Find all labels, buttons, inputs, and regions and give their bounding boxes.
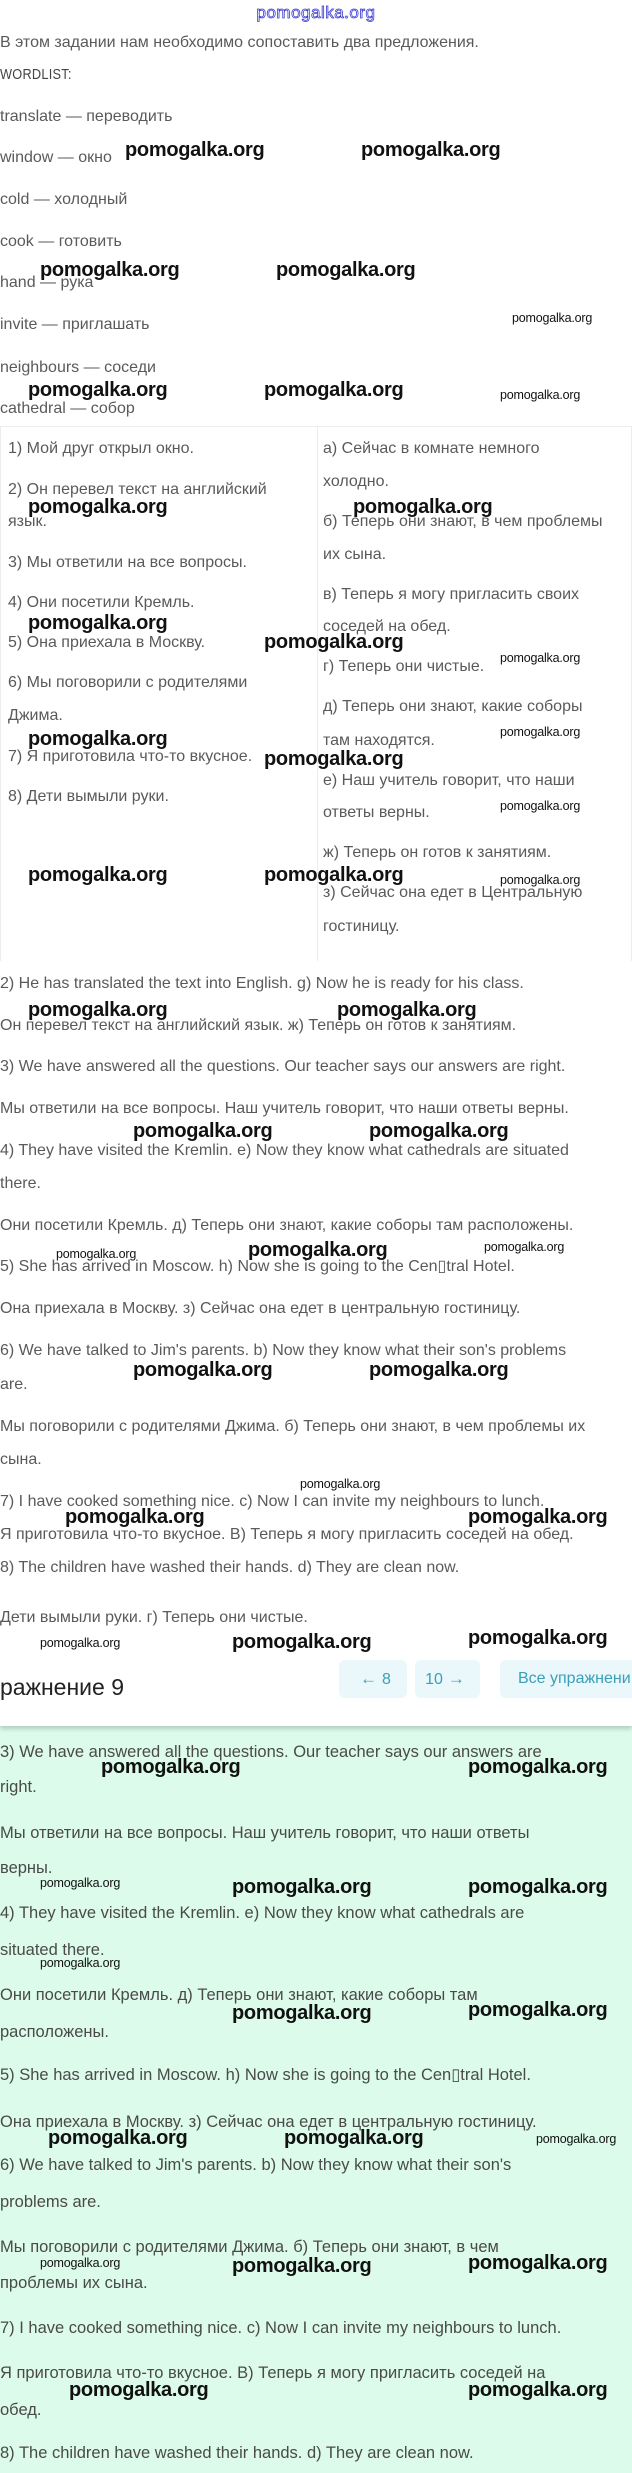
answer-line: are. [0,1376,28,1393]
answer-line: Она приехала в Москву. з) Сейчас она едет в центральную гостиницу. [0,1300,521,1317]
watermark: pomogalka.org [353,496,493,518]
watermark: pomogalka.org [28,999,168,1021]
exercise-nav-bar [0,1650,632,1726]
table-left-line: 7) Я приготовила что-то вкусное. [8,748,253,765]
wordlist-item: neighbours — соседи [0,359,156,376]
arrow-right-icon: → [447,1669,465,1688]
watermark: pomogalka.org [232,1631,372,1653]
wordlist-item: cathedral — собор [0,400,135,417]
answer-line: there. [0,1175,41,1192]
watermark: pomogalka.org [248,1239,388,1261]
answer-repeat-line: Мы поговорили с родителями Джима. б) Теперь они знают, в чем [0,2238,499,2256]
watermark: pomogalka.org [125,139,265,161]
watermark: pomogalka.org [40,259,180,281]
watermark: pomogalka.org [232,2255,372,2277]
watermark: pomogalka.org [28,728,168,750]
table-right-line: а) Сейчас в комнате немного [323,440,540,457]
watermark: pomogalka.org [28,864,168,886]
answer-line: сына. [0,1451,42,1468]
answer-line: 8) The children have washed their hands. d) They are clean now. [0,1559,460,1576]
watermark: pomogalka.org [101,1756,241,1778]
table-right-line: б) Теперь они знают, в чем проблемы [323,513,603,530]
prev-exercise-button[interactable] [339,1660,407,1698]
table-left-line: 2) Он перевел текст на английский [8,481,267,498]
watermark: pomogalka.org [484,1240,565,1254]
watermark: pomogalka.org [65,1506,205,1528]
watermark: pomogalka.org [468,2379,608,2401]
watermark: pomogalka.org [500,725,581,739]
watermark: pomogalka.org [300,1477,381,1491]
watermark: pomogalka.org [40,1876,121,1890]
wordlist-item: invite — приглашать [0,316,150,333]
watermark: pomogalka.org [369,1120,509,1142]
watermark: pomogalka.org [500,873,581,887]
table-left-line: 3) Мы ответили на все вопросы. [8,554,247,571]
answer-repeat-line: 5) She has arrived in Moscow. h) Now she is going to the Cen▯tral Hotel. [0,2066,531,2084]
watermark: pomogalka.org [56,1247,137,1261]
watermark: pomogalka.org [468,1999,608,2021]
wordlist-item: translate — переводить [0,108,173,125]
answer-line: 6) We have talked to Jim's parents. b) Now they know what their son's problems [0,1342,567,1359]
answer-repeat-line: 8) The children have washed their hands. d) They are clean now. [0,2444,474,2462]
next-exercise-button[interactable] [415,1660,480,1698]
answer-line: Дети вымыли руки. г) Теперь они чистые. [0,1609,308,1626]
watermark: pomogalka.org [468,1506,608,1528]
watermark: pomogalka.org [40,1956,121,1970]
answer-repeat-line: верны. [0,1859,53,1877]
answer-repeat-line: расположены. [0,2023,109,2041]
answer-line: Мы поговорили с родителями Джима. б) Теперь они знают, в чем проблемы их [0,1418,586,1435]
wordlist-item: hand — рука [0,274,94,291]
answer-line: 4) They have visited the Kremlin. e) Now they know what cathedrals are situated [0,1142,569,1159]
watermark: pomogalka.org [337,999,477,1021]
watermark: pomogalka.org [264,631,404,653]
watermark: pomogalka.org [512,311,593,325]
table-left-line: Джима. [8,707,63,724]
table-left-line: язык. [8,513,47,530]
watermark: pomogalka.org [28,379,168,401]
answer-repeat-line: Она приехала в Москву. з) Сейчас она едет в центральную гостиницу. [0,2113,537,2131]
intro-text: В этом задании нам необходимо сопоставить два предложения. [0,34,479,51]
watermark: pomogalka.org [28,612,168,634]
watermark: pomogalka.org [40,2256,121,2270]
watermark: pomogalka.org [48,2127,188,2149]
watermark: pomogalka.org [500,799,581,813]
all-exercises-button[interactable]: Все упражнени [500,1660,632,1698]
answer-repeat-line: 4) They have visited the Kremlin. e) Now they know what cathedrals are [0,1904,525,1922]
watermark: pomogalka.org [276,259,416,281]
exercise-title: ражнение 9 [0,1674,124,1700]
answer-repeat-line: Я приготовила что-то вкусное. В) Теперь я могу пригласить соседей на [0,2364,546,2382]
watermark: pomogalka.org [69,2379,209,2401]
table-right-line: ж) Теперь он готов к занятиям. [323,844,552,861]
answer-line: 3) We have answered all the questions. Our teacher says our answers are right. [0,1058,566,1075]
table-right-line: холодно. [323,473,389,490]
answer-line: Он перевел текст на английский язык. ж) Теперь он готов к занятиям. [0,1017,517,1034]
table-left-line: 1) Мой друг открыл окно. [8,440,194,457]
answer-repeat-line: problems are. [0,2193,101,2211]
wordlist-item: cook — готовить [0,233,122,250]
site-logo[interactable]: pomogalka.org [256,3,376,22]
table-right-line: там находятся. [323,732,435,749]
wordlist-title: WORDLIST: [0,66,72,83]
watermark: pomogalka.org [264,748,404,770]
answer-repeat-line: situated there. [0,1941,105,1959]
next-exercise-number: 10 [425,1671,443,1688]
watermark: pomogalka.org [369,1359,509,1381]
answer-line: 5) She has arrived in Moscow. h) Now she is going to the Cen▯tral Hotel. [0,1258,515,1275]
answer-line: Мы ответили на все вопросы. Наш учитель говорит, что наши ответы верны. [0,1100,569,1117]
table-right-line: е) Наш учитель говорит, что наши [323,772,575,789]
table-right-line: их сына. [323,546,387,563]
watermark: pomogalka.org [232,1876,372,1898]
table-right-line: ответы верны. [323,804,430,821]
prev-exercise-number: 8 [382,1671,391,1688]
table-left-line: 8) Дети вымыли руки. [8,788,169,805]
answer-repeat-line: 6) We have talked to Jim's parents. b) Now they know what their son's [0,2156,512,2174]
answer-repeat-line: обед. [0,2401,42,2419]
answer-line: Я приготовила что-то вкусное. В) Теперь я могу пригласить соседей на обед. [0,1526,574,1543]
table-right-line: соседей на обед. [323,618,451,635]
watermark: pomogalka.org [468,2252,608,2274]
answer-line: 7) I have cooked something nice. c) Now I can invite my neighbours to lunch. [0,1493,545,1510]
wordlist-item: cold — холодный [0,191,128,208]
watermark: pomogalka.org [133,1359,273,1381]
answer-repeat-line: 7) I have cooked something nice. c) Now I can invite my neighbours to lunch. [0,2319,562,2337]
answer-line: 2) He has translated the text into English. g) Now he is ready for his class. [0,975,524,992]
watermark: pomogalka.org [133,1120,273,1142]
answer-line: Они посетили Кремль. д) Теперь они знают, какие соборы там расположены. [0,1217,574,1234]
watermark: pomogalka.org [232,2002,372,2024]
wordlist-item: window — окно [0,149,112,166]
watermark: pomogalka.org [500,388,581,402]
watermark: pomogalka.org [468,1756,608,1778]
table-right-line: д) Теперь они знают, какие соборы [323,698,583,715]
table-left-line: 4) Они посетили Кремль. [8,594,195,611]
watermark: pomogalka.org [361,139,501,161]
arrow-left-icon: ← [360,1669,378,1688]
watermark: pomogalka.org [28,496,168,518]
table-left-line: 5) Она приехала в Москву. [8,634,206,651]
watermark: pomogalka.org [468,1627,608,1649]
answer-repeat-line: Мы ответили на все вопросы. Наш учитель говорит, что наши ответы [0,1824,530,1842]
answer-repeat-line: right. [0,1778,37,1796]
watermark: pomogalka.org [536,2132,617,2146]
table-right-line: г) Теперь они чистые. [323,658,485,675]
watermark: pomogalka.org [500,651,581,665]
table-right-line: в) Теперь я могу пригласить своих [323,586,579,603]
table-right-line: з) Сейчас она едет в Центральную [323,884,583,901]
table-right-line: гостиницу. [323,918,400,935]
watermark: pomogalka.org [40,1636,121,1650]
watermark: pomogalka.org [468,1876,608,1898]
answer-repeat-line: 3) We have answered all the questions. Our teacher says our answers are [0,1743,542,1761]
watermark: pomogalka.org [284,2127,424,2149]
watermark: pomogalka.org [264,379,404,401]
answer-repeat-line: Они посетили Кремль. д) Теперь они знают, какие соборы там [0,1986,478,2004]
answer-repeat-line: проблемы их сына. [0,2274,148,2292]
watermark: pomogalka.org [264,864,404,886]
table-left-line: 6) Мы поговорили с родителями [8,674,248,691]
